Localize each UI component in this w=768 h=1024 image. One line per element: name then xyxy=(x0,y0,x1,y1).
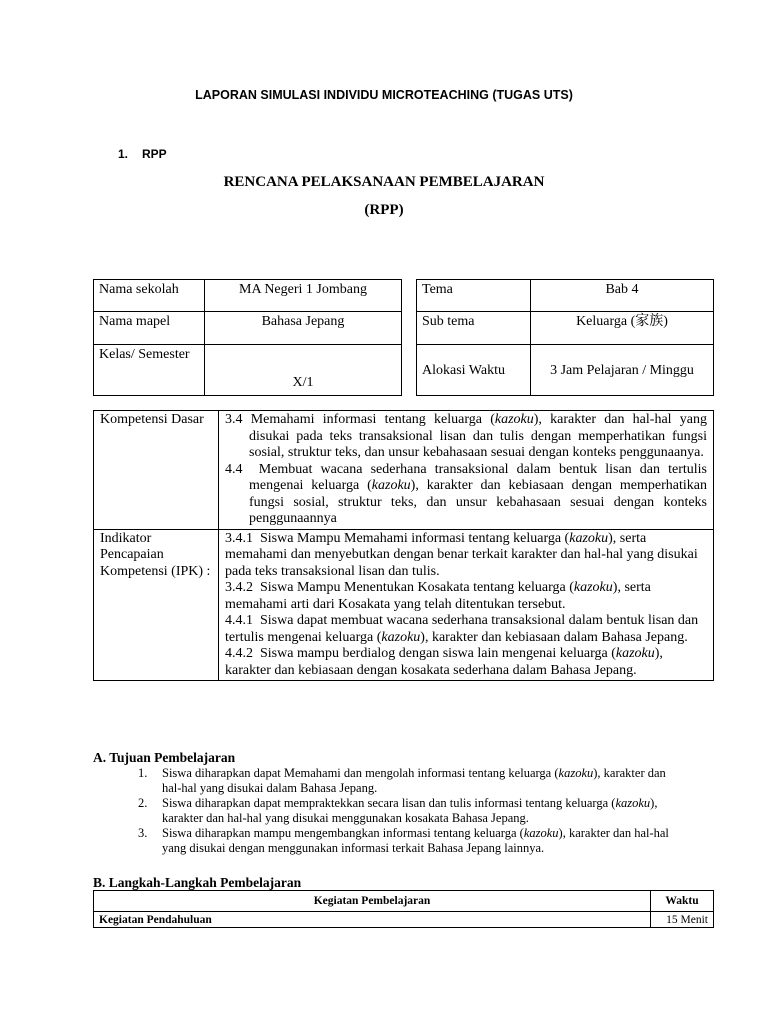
objective-number: 2. xyxy=(138,796,148,810)
ipk-item-italic: kazoku xyxy=(615,646,655,661)
ipk-item xyxy=(225,580,707,613)
kd-item xyxy=(225,412,707,462)
info-label-time: Alokasi Waktu xyxy=(417,345,531,396)
steps-header-activity: Kegiatan Pembelajaran xyxy=(94,891,651,912)
ipk-item-text: Siswa Mampu Memahami informasi tentang keluarga ( xyxy=(260,530,570,546)
rpp-title: RENCANA PELAKSANAAN PEMBELAJARAN xyxy=(223,174,545,190)
info-label-theme: Tema xyxy=(417,280,531,312)
info-label-subject: Nama mapel xyxy=(94,312,205,345)
section-b-title: B. Langkah-Langkah Pembelajaran xyxy=(93,875,302,890)
objective-text: ), karakter dan hal-hal yang disukai menggunakan kosakata Bahasa Jepang. xyxy=(162,796,658,825)
ipk-content xyxy=(219,529,714,681)
objective-item xyxy=(138,826,678,856)
ipk-item-text: Siswa Mampu Menentukan Kosakata tentang keluarga ( xyxy=(260,580,574,595)
ipk-item-text: ), serta memahami arti dari Kosakata yang telah ditentukan tersebut. xyxy=(225,580,651,612)
section-1-label: RPP xyxy=(142,147,167,161)
section-1-heading xyxy=(118,147,167,161)
ipk-item xyxy=(225,531,707,581)
steps-row-time: 15 Menit xyxy=(651,912,714,928)
kd-item-text: ), karakter dan hal-hal yang disukai pada teks transaksional lisan dan tulis dengan memperhatikan fungsi sosial, struktur teks, dan unsur kebahasaan sesuai dengan konteks penggunaanya. xyxy=(249,412,707,460)
steps-row-activity: Kegiatan Pendahuluan xyxy=(94,912,651,928)
ipk-item-text: ), karakter dan kebiasaan dengan kosakata sederhana dalam Bahasa Jepang. xyxy=(225,646,663,678)
ipk-item-number: 4.4.1 xyxy=(225,613,253,628)
learning-steps-table xyxy=(93,890,714,928)
kd-item-text: Memahami informasi tentang keluarga ( xyxy=(250,412,495,427)
ipk-item xyxy=(225,646,707,679)
objective-text: Siswa diharapkan dapat Memahami dan mengolah informasi tentang keluarga ( xyxy=(162,766,559,780)
objective-italic: kazoku xyxy=(615,796,651,810)
ipk-item-italic: kazoku xyxy=(381,629,421,645)
info-label-school: Nama sekolah xyxy=(94,280,205,312)
ipk-item xyxy=(225,613,707,646)
ipk-item-text: Siswa mampu berdialog dengan siswa lain mengenai keluarga ( xyxy=(260,646,616,661)
objective-italic: kazoku xyxy=(523,826,559,840)
kd-content xyxy=(219,411,714,530)
kd-item xyxy=(225,462,707,528)
objective-text: Siswa diharapkan dapat mempraktekkan secara lisan dan tulis informasi tentang keluarga ( xyxy=(162,796,616,810)
objective-text: ), karakter dan hal-hal yang disukai dalam Bahasa Jepang. xyxy=(162,766,666,795)
objective-item xyxy=(138,766,678,796)
objective-number: 1. xyxy=(138,766,148,780)
school-info-table xyxy=(93,279,402,396)
objective-number: 3. xyxy=(138,826,148,840)
steps-header-time: Waktu xyxy=(651,891,714,912)
ipk-item-number: 4.4.2 xyxy=(225,646,253,661)
info-label-class: Kelas/ Semester xyxy=(94,345,205,396)
info-value-subject: Bahasa Jepang xyxy=(205,312,402,345)
info-value-school: MA Negeri 1 Jombang xyxy=(205,280,402,312)
ipk-item-italic: kazoku xyxy=(569,530,609,546)
objective-text: ), karakter dan hal-hal yang disukai dengan menggunakan informasi terkait Bahasa Jepang lainnya. xyxy=(162,826,669,855)
section-a-title: A. Tujuan Pembelajaran xyxy=(93,750,236,765)
ipk-item-number: 3.4.1 xyxy=(225,530,253,546)
ipk-item-number: 3.4.2 xyxy=(225,580,253,595)
objective-italic: kazoku xyxy=(558,766,594,780)
info-label-subtheme: Sub tema xyxy=(417,312,531,345)
ipk-label: Indikator Pencapaian Kompetensi (IPK) : xyxy=(94,529,219,681)
learning-objectives-list xyxy=(138,766,678,856)
kd-label: Kompetensi Dasar xyxy=(94,411,219,530)
kd-item-text: ), karakter dan kebiasaan dengan memperhatikan fungsi sosial, struktur teks, dan unsur kebahasaan sesuai dengan konteks penggunaannya xyxy=(249,478,707,526)
info-value-subtheme: Keluarga (家族) xyxy=(531,312,714,345)
kd-item-number: 3.4 xyxy=(225,412,243,427)
kd-item-italic: kazoku xyxy=(371,478,411,493)
theme-info-table xyxy=(416,279,714,396)
competency-table xyxy=(93,410,714,681)
objective-text: Siswa diharapkan mampu mengembangkan informasi tentang keluarga ( xyxy=(162,826,524,840)
ipk-item-text: ), karakter dan kebiasaan dalam Bahasa Jepang. xyxy=(420,629,688,645)
section-1-number: 1. xyxy=(118,147,129,161)
ipk-item-text: ), serta memahami dan menyebutkan dengan benar terkait karakter dan hal-hal yang disukai pada teks transaksional lisan dan tulis. xyxy=(225,530,698,579)
info-value-theme: Bab 4 xyxy=(531,280,714,312)
info-value-time: 3 Jam Pelajaran / Minggu xyxy=(531,345,714,396)
document-title: LAPORAN SIMULASI INDIVIDU MICROTEACHING (TUGAS UTS) xyxy=(195,88,573,102)
kd-item-text: Membuat wacana sederhana transaksional dalam bentuk lisan dan tertulis mengenai keluarga ( xyxy=(249,461,708,493)
kd-item-italic: kazoku xyxy=(494,412,534,427)
rpp-subtitle: (RPP) xyxy=(364,202,404,218)
ipk-item-text: Siswa dapat membuat wacana sederhana transaksional dalam bentuk lisan dan tertulis mengenai keluarga ( xyxy=(225,613,699,645)
info-value-class: X/1 xyxy=(205,345,402,396)
ipk-item-italic: kazoku xyxy=(573,580,613,595)
kd-item-number: 4.4 xyxy=(225,461,243,477)
objective-item xyxy=(138,796,678,826)
